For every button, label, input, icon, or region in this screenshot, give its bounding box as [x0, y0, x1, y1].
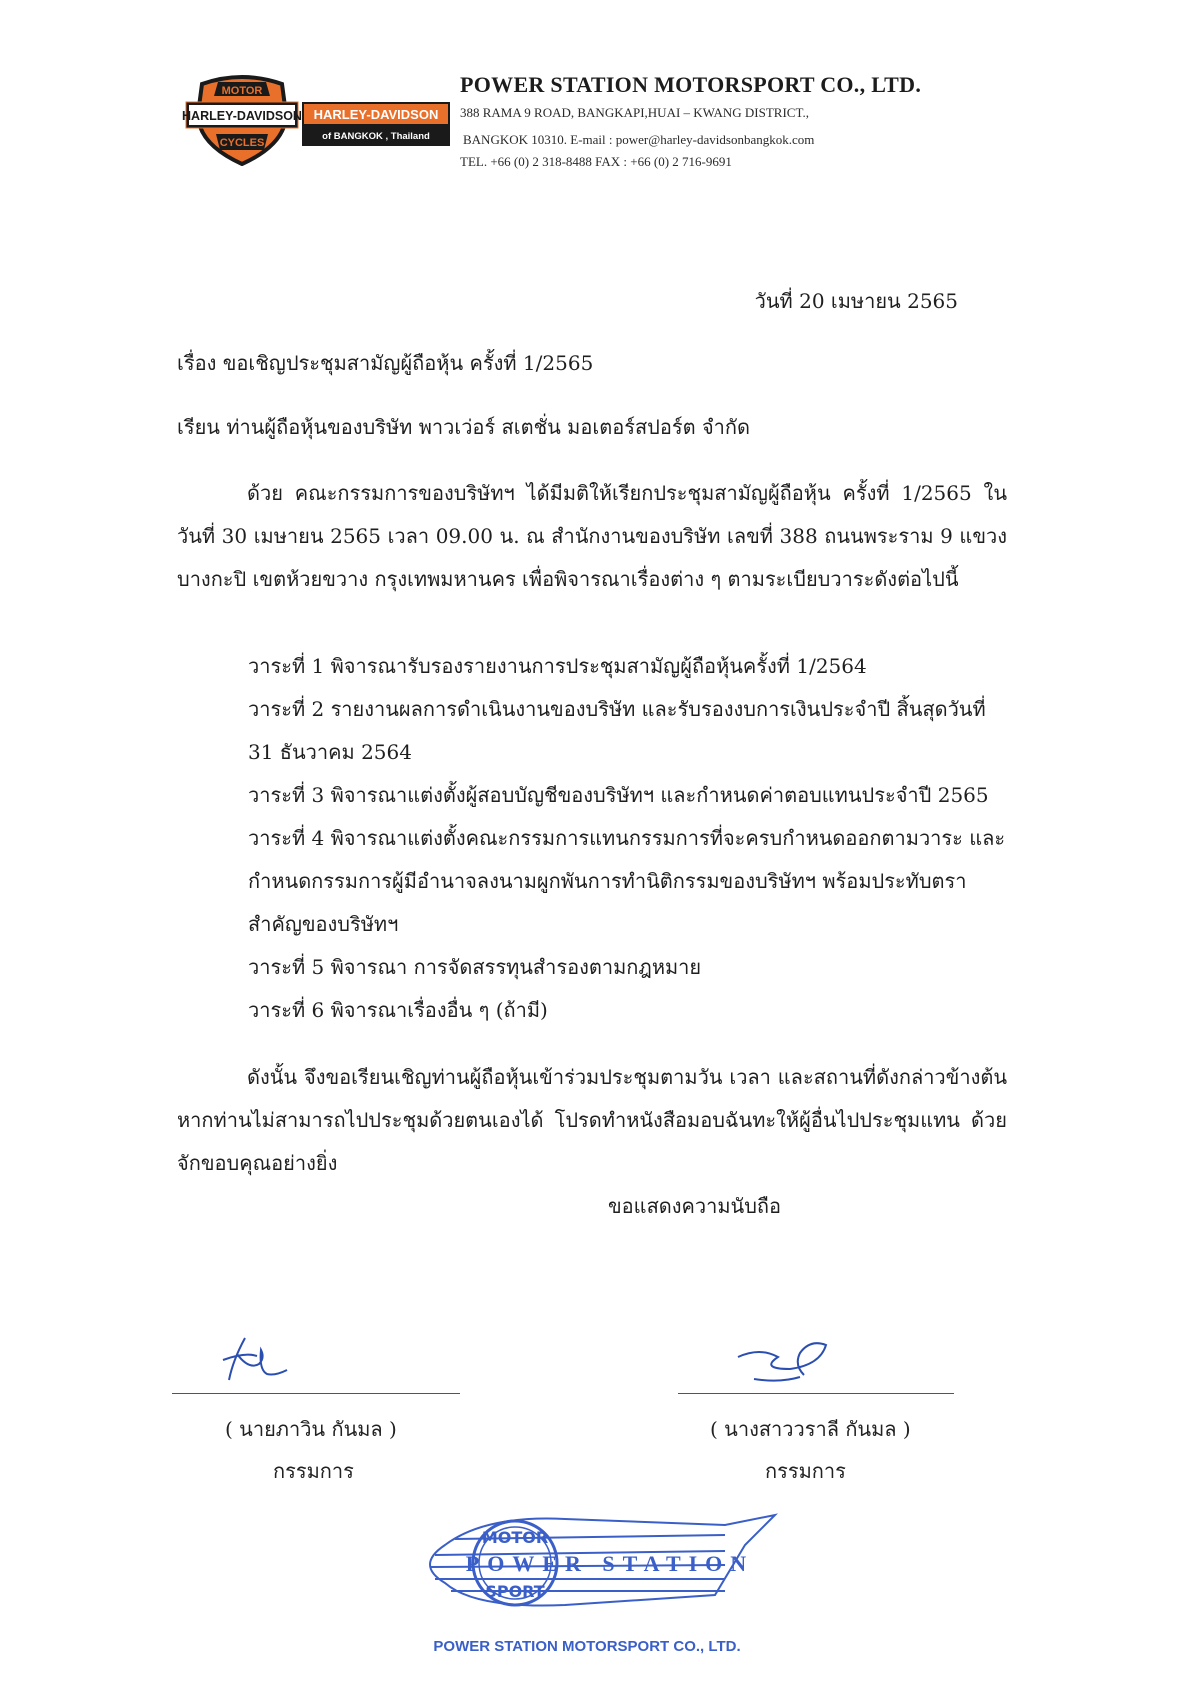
letter-paragraph-2: ดังนั้น จึงขอเรียนเชิญท่านผู้ถือหุ้นเข้าร่วมประชุมตามวัน เวลา และสถานที่ดังกล่าวข้างต้น หากท่านไม่สามารถไปประชุมด้วยตนเองได้ โปรดทำหนังสือมอบฉันทะให้ผู้อื่นไปประชุมแทน ด้วย จักขอบคุณอย่างยิ่ง: [177, 1065, 1007, 1175]
signatory-title-right: กรรมการ: [765, 1459, 846, 1483]
address-line-3: TEL. +66 (0) 2 318-8488 FAX : +66 (0) 2 716-9691: [460, 154, 732, 169]
signature-left: [215, 1330, 315, 1386]
signature-right: [730, 1335, 840, 1385]
banner-sub-text: of BANGKOK , Thailand: [322, 131, 430, 142]
stamp-middle-text: POWER STATION: [465, 1551, 755, 1576]
agenda-line: วาระที่ 4 พิจารณาแต่งตั้งคณะกรรมการแทนกรรมการที่จะครบกำหนดออกตามวาระ และ: [248, 826, 1006, 850]
company-name: POWER STATION MOTORSPORT CO., LTD.: [460, 72, 922, 97]
shield-bottom-text: CYCLES: [219, 137, 265, 149]
signatory-name-right: ( นางสาววราลี กันมล ): [710, 1417, 911, 1441]
harley-davidson-logo: [182, 74, 452, 166]
signatory-name-left: ( นายภาวิน กันมล ): [225, 1417, 397, 1441]
agenda-line: วาระที่ 6 พิจารณาเรื่องอื่น ๆ (ถ้ามี): [248, 998, 548, 1022]
harley-davidson-logo-icon: [182, 74, 452, 166]
stamp-top-word: MOTOR: [481, 1528, 549, 1547]
signatory-title-left: กรรมการ: [273, 1459, 354, 1483]
letter-date: วันที่ 20 เมษายน 2565: [754, 289, 958, 313]
company-stamp-icon: [395, 1505, 825, 1675]
address-line-1: 388 RAMA 9 ROAD, BANGKAPI,HUAI – KWANG DISTRICT.,: [460, 105, 809, 120]
agenda-line: วาระที่ 3 พิจารณาแต่งตั้งผู้สอบบัญชีของบริษัทฯ และกำหนดค่าตอบแทนประจำปี 2565: [248, 783, 989, 807]
letter-closing: ขอแสดงความนับถือ: [608, 1194, 782, 1218]
agenda-line: วาระที่ 1 พิจารณารับรองรายงานการประชุมสามัญผู้ถือหุ้นครั้งที่ 1/2564: [248, 654, 867, 678]
signature-line-left: [172, 1393, 460, 1394]
agenda-line: สำคัญของบริษัทฯ: [248, 912, 399, 936]
agenda-line: 31 ธันวาคม 2564: [248, 740, 412, 764]
signature-icon: [730, 1335, 840, 1385]
shield-top-text: MOTOR: [221, 85, 263, 97]
letter-paragraph-1: ด้วย คณะกรรมการของบริษัทฯ ได้มีมติให้เรียกประชุมสามัญผู้ถือหุ้น ครั้งที่ 1/2565 ใน วันที่ 30 เมษายน 2565 เวลา 09.00 น. ณ สำนักงานของบริษัท เลขที่ 388 ถนนพระราม 9 แขวง บางกะปิ เขตห้วยขวาง กรุงเทพมหานคร เพื่อพิจารณาเรื่องต่าง ๆ ตามระเบียบวาระดังต่อไปนี้: [177, 481, 1007, 591]
signature-icon: [215, 1330, 315, 1386]
letter-subject: เรื่อง ขอเชิญประชุมสามัญผู้ถือหุ้น ครั้งที่ 1/2565: [177, 351, 594, 375]
stamp-company-name: POWER STATION MOTORSPORT CO., LTD.: [433, 1638, 741, 1655]
letter-salutation: เรียน ท่านผู้ถือหุ้นของบริษัท พาวเว่อร์ สเตชั่น มอเตอร์สปอร์ต จำกัด: [177, 415, 750, 439]
stamp-bottom-word: SPORT: [485, 1582, 545, 1601]
agenda-line: กำหนดกรรมการผู้มีอำนาจลงนามผูกพันการทำนิติกรรมของบริษัทฯ พร้อมประทับตรา: [248, 869, 967, 893]
agenda-list: [248, 645, 1005, 1032]
signature-line-right: [678, 1393, 954, 1394]
agenda-line: วาระที่ 5 พิจารณา การจัดสรรทุนสำรองตามกฎหมาย: [248, 955, 702, 979]
company-stamp: [395, 1505, 825, 1675]
address-line-2: BANGKOK 10310. E-mail : power@harley-davidsonbangkok.com: [463, 132, 815, 147]
agenda-line: วาระที่ 2 รายงานผลการดำเนินงานของบริษัท และรับรองงบการเงินประจำปี สิ้นสุดวันที่: [248, 697, 986, 721]
shield-main-text: HARLEY-DAVIDSON: [182, 109, 302, 123]
banner-main-text: HARLEY-DAVIDSON: [313, 107, 439, 122]
